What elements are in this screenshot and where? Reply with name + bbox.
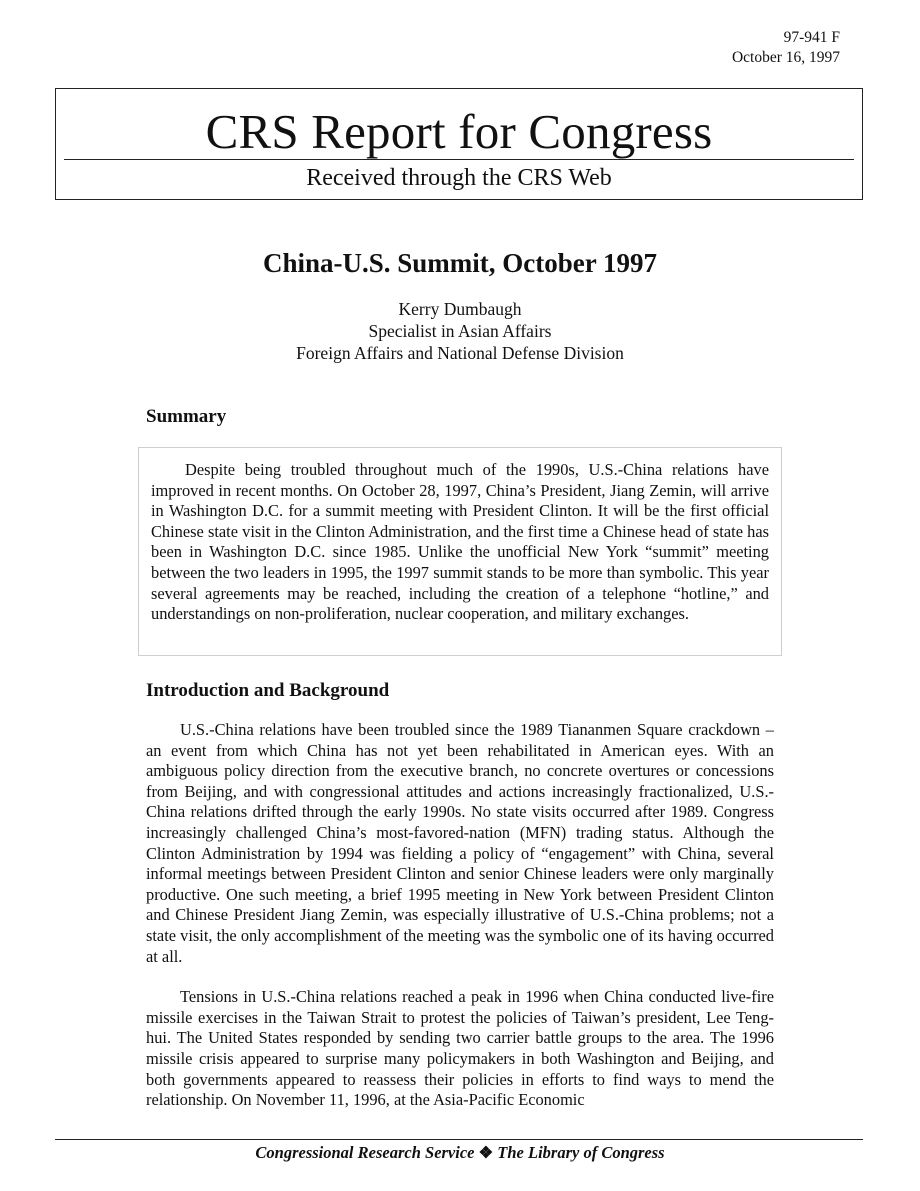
footer-library: The Library of Congress bbox=[497, 1143, 665, 1162]
report-date: October 16, 1997 bbox=[731, 49, 840, 66]
page-footer bbox=[0, 1142, 920, 1164]
diamond-separator-icon: ❖ bbox=[478, 1143, 494, 1162]
banner-divider bbox=[64, 159, 854, 160]
introduction-body bbox=[146, 720, 774, 1111]
report-number: 97-941 F bbox=[783, 29, 840, 46]
author-block bbox=[0, 298, 920, 364]
author-division: Foreign Affairs and National Defense Division bbox=[296, 343, 624, 363]
report-meta bbox=[732, 28, 840, 68]
report-banner bbox=[55, 88, 863, 200]
footer-publisher: Congressional Research Service bbox=[255, 1143, 475, 1162]
banner-subtitle: Received through the CRS Web bbox=[306, 165, 612, 191]
author-name: Kerry Dumbaugh bbox=[398, 299, 522, 319]
footer-divider bbox=[55, 1139, 863, 1140]
author-role: Specialist in Asian Affairs bbox=[368, 321, 552, 341]
summary-box bbox=[138, 447, 782, 656]
body-paragraph: Tensions in U.S.-China relations reached a peak in 1996 when China conducted live-fire missile exercises in the Taiwan Strait to protest the policies of Taiwan’s president, Lee Teng-hui. The United States responded by sending two carrier battle groups to the area. The 1996 missile crisis appeared to surprise many policymakers in both Washington and Beijing, and both governments appeared to reassess their policies in efforts to find ways to mend the relationship. On November 11, 1996, at the Asia-Pacific Economic bbox=[146, 987, 774, 1110]
body-paragraph: U.S.-China relations have been troubled since the 1989 Tiananmen Square crackdown – an event from which China has not yet been rehabilitated in American eyes. With an ambiguous policy direction from the executive branch, no concrete overtures or concessions from Beijing, and with congressional attitudes and actions increasingly fractionalized, U.S.-China relations drifted through the early 1990s. No state visits occurred after 1989. Congress increasingly challenged China’s most-favored-nation (MFN) trading status. Although the Clinton Administration by 1994 was fielding a policy of “engagement” with China, several informal meetings between President Clinton and senior Chinese leaders were only marginally productive. One such meeting, a brief 1995 meeting in New York between President Clinton and Chinese President Jiang Zemin, was especially illustrative of U.S.-China problems; not a state visit, the only accomplishment of the meeting was the symbolic one of its having occurred at all. bbox=[146, 720, 774, 966]
banner-title: CRS Report for Congress bbox=[205, 104, 713, 159]
summary-paragraph: Despite being troubled throughout much of the 1990s, U.S.-China relations have improved in recent months. On October 28, 1997, China’s President, Jiang Zemin, will arrive in Washington D.C. for a summit meeting with President Clinton. It will be the first official Chinese state visit in the Clinton Administration, and the first time a Chinese head of state has been in Washington D.C. since 1985. Unlike the unofficial New York “summit” meeting between the two leaders in 1995, the 1997 summit stands to be more than symbolic. This year several agreements may be reached, including the creation of a telephone “hotline,” and understandings on non-proliferation, nuclear cooperation, and military exchanges. bbox=[151, 460, 769, 624]
summary-heading: Summary bbox=[146, 406, 227, 427]
document-title: China-U.S. Summit, October 1997 bbox=[262, 248, 658, 278]
introduction-heading: Introduction and Background bbox=[146, 680, 390, 701]
